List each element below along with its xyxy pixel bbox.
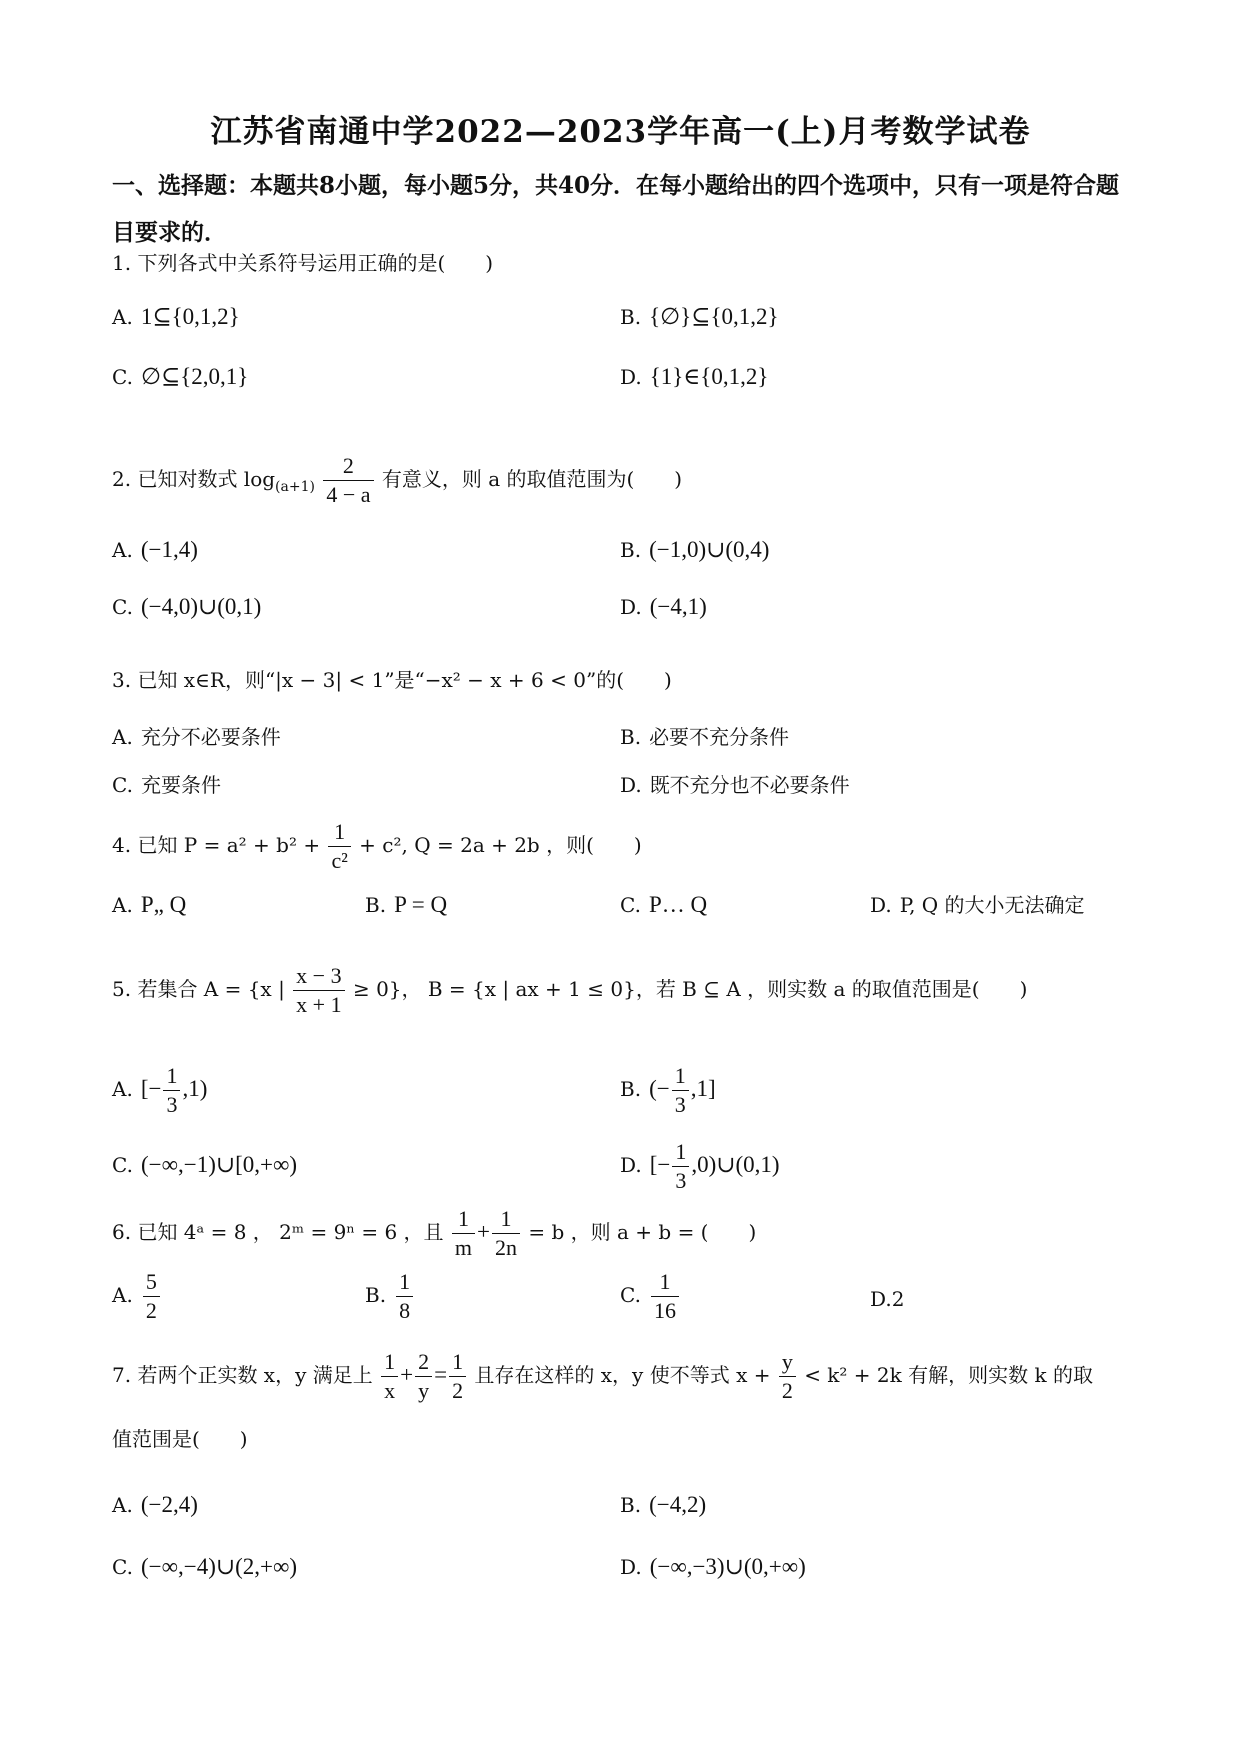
question-4-option-b: [365, 890, 447, 920]
numerator: 1: [452, 1205, 475, 1234]
question-4-stem: [112, 818, 1132, 875]
option-label: A.: [112, 1493, 133, 1517]
option-text: (−∞,−3)∪(0,+∞): [649, 1554, 806, 1579]
fraction: [381, 1348, 398, 1405]
question-2-option-c: [112, 592, 261, 622]
question-3-stem: 3. 已知 x∈R，则“|x − 3| < 1”是“−x² − x + 6 < 0”的( ): [112, 668, 672, 692]
fraction: [143, 1268, 160, 1325]
option-label: C.: [112, 365, 133, 389]
question-7-stem-line2: 值范围是( ): [112, 1427, 248, 1451]
option-label: A.: [112, 1077, 133, 1101]
fraction: [651, 1268, 679, 1325]
question-7-stem: [112, 1348, 1132, 1405]
option-text: 充分不必要条件: [140, 725, 281, 749]
fraction: [415, 1348, 432, 1405]
option-text: P„ Q: [140, 892, 187, 917]
fraction: [672, 1062, 689, 1119]
option-text: 既不充分也不必要条件: [649, 773, 850, 797]
option-label: B.: [620, 538, 642, 562]
plus-sign: +: [400, 1362, 414, 1387]
log-base: (a+1): [275, 479, 315, 495]
option-label: A.: [112, 538, 133, 562]
option-label: D.: [870, 1287, 892, 1311]
fraction: [452, 1205, 475, 1262]
question-2-option-b: [620, 535, 769, 565]
question-7-option-a: [112, 1490, 198, 1520]
option-text: (−1,4): [140, 537, 198, 562]
numerator: x − 3: [293, 962, 344, 991]
option-prefix: [−: [649, 1152, 671, 1177]
question-3-option-d: [620, 770, 850, 800]
option-label: B.: [620, 1493, 642, 1517]
option-label: C.: [112, 1153, 133, 1177]
question-1-option-b: [620, 302, 779, 332]
denominator: 2: [452, 1378, 464, 1403]
option-text: 充要条件: [140, 773, 221, 797]
numerator: 1: [492, 1205, 520, 1234]
option-label: D.: [620, 773, 642, 797]
numerator: 1: [328, 818, 350, 847]
question-5-stem: [112, 962, 1132, 1019]
question-6-stem: [112, 1205, 1132, 1262]
option-text: ∅⊆{2,0,1}: [140, 364, 249, 389]
question-5-option-d: [620, 1138, 780, 1195]
stem-text: 且存在这样的 x，y 使不等式 x +: [474, 1363, 771, 1387]
denominator: 2: [145, 1298, 157, 1323]
option-text: (−∞,−4)∪(2,+∞): [140, 1554, 298, 1579]
option-label: B.: [620, 305, 642, 329]
option-text: (−∞,−1)∪[0,+∞): [140, 1152, 298, 1177]
stem-text: 6. 已知 4ᵃ = 8 ， 2ᵐ = 9ⁿ = 6 ，且: [112, 1220, 444, 1244]
option-label: A.: [112, 1283, 133, 1307]
equals-sign: =: [434, 1362, 448, 1387]
option-text: P, Q 的大小无法确定: [899, 893, 1085, 917]
numerator: 2: [323, 452, 373, 481]
option-label: D.: [620, 365, 642, 389]
numerator: 1: [381, 1348, 398, 1377]
question-4-option-c: [620, 890, 707, 920]
question-6-option-b: [365, 1268, 415, 1325]
option-label: B.: [365, 893, 387, 917]
denominator: x + 1: [296, 992, 342, 1017]
numerator: 1: [163, 1062, 180, 1091]
question-6-option-a: [112, 1268, 162, 1325]
fraction: [323, 452, 373, 509]
stem-text: + c², Q = 2a + 2b ，则( ): [359, 833, 642, 857]
numerator: 1: [449, 1348, 466, 1377]
option-label: C.: [112, 773, 133, 797]
fraction: [328, 818, 350, 875]
fraction: [779, 1348, 796, 1405]
question-3-option-a: [112, 722, 281, 752]
question-1-option-d: [620, 362, 768, 392]
option-text: 2: [891, 1287, 905, 1311]
option-text: (−2,4): [140, 1492, 198, 1517]
question-5-option-b: [620, 1062, 716, 1119]
option-label: D.: [620, 595, 642, 619]
option-text: (−4,1): [649, 594, 707, 619]
fraction: [396, 1268, 413, 1325]
option-text: (−4,0)∪(0,1): [140, 594, 262, 619]
question-1-stem: 1. 下列各式中关系符号运用正确的是( ): [112, 251, 494, 275]
fraction: [449, 1348, 466, 1405]
option-label: B.: [620, 1077, 642, 1101]
stem-text: 5. 若集合 A = {x |: [112, 977, 285, 1001]
option-text: (−1,0)∪(0,4): [649, 537, 770, 562]
option-label: B.: [365, 1283, 387, 1307]
page-title: 江苏省南通中学2022—2023学年高一(上)月考数学试卷: [210, 114, 1031, 150]
question-6-option-c: [620, 1268, 681, 1325]
denominator: 16: [653, 1298, 676, 1323]
plus-sign: +: [477, 1219, 491, 1244]
denominator: y: [418, 1378, 430, 1403]
stem-text: 有意义，则 a 的取值范围为( ): [381, 467, 683, 491]
question-2-option-a: [112, 535, 198, 565]
numerator: 5: [143, 1268, 160, 1297]
option-label: C.: [620, 1283, 641, 1307]
option-label: D.: [620, 1153, 642, 1177]
option-text: (−4,2): [649, 1492, 707, 1517]
option-label: A.: [112, 725, 133, 749]
question-3-option-b: [620, 722, 789, 752]
denominator: 8: [399, 1298, 411, 1323]
question-1-option-c: [112, 362, 248, 392]
question-1-option-a: [112, 302, 240, 332]
denominator: 4 − a: [326, 482, 371, 507]
question-6-option-d: [870, 1284, 904, 1314]
option-text: {∅}⊆{0,1,2}: [649, 304, 779, 329]
option-label: C.: [112, 595, 133, 619]
stem-text: = b ，则 a + b = ( ): [528, 1220, 757, 1244]
option-label: B.: [620, 725, 642, 749]
denominator: x: [384, 1378, 396, 1403]
section-heading: 一、选择题：本题共8小题，每小题5分，共40分．在每小题给出的四个选项中，只有一项是符合题目要求的．: [112, 172, 1120, 246]
option-prefix: (−: [649, 1076, 670, 1101]
denominator: 3: [675, 1168, 687, 1193]
question-7-option-c: [112, 1552, 297, 1582]
stem-text: < k² + 2k 有解，则实数 k 的取: [804, 1363, 1093, 1387]
option-label: D.: [870, 893, 892, 917]
option-label: D.: [620, 1555, 642, 1579]
option-text: 必要不充分条件: [649, 725, 790, 749]
question-2-option-d: [620, 592, 707, 622]
option-label: A.: [112, 893, 133, 917]
stem-text: 2. 已知对数式 log: [112, 467, 276, 491]
numerator: 1: [672, 1062, 689, 1091]
option-text: P… Q: [648, 892, 708, 917]
option-suffix: ,1]: [690, 1076, 716, 1101]
denominator: 3: [166, 1092, 178, 1117]
denominator: 3: [674, 1092, 686, 1117]
question-5-option-a: [112, 1062, 207, 1119]
denominator: 2n: [495, 1235, 518, 1260]
question-2-stem: [112, 452, 1132, 509]
numerator: 2: [415, 1348, 432, 1377]
question-5-option-c: [112, 1150, 297, 1180]
question-3-option-c: [112, 770, 221, 800]
option-text: {1}∈{0,1,2}: [649, 364, 769, 389]
question-4-option-d: [870, 890, 1085, 920]
fraction: [492, 1205, 520, 1262]
option-label: C.: [620, 893, 641, 917]
denominator: m: [454, 1235, 473, 1260]
numerator: 1: [651, 1268, 679, 1297]
fraction: [163, 1062, 180, 1119]
fraction: [293, 962, 344, 1019]
denominator: 2: [781, 1378, 793, 1403]
question-7-option-b: [620, 1490, 706, 1520]
question-4-option-a: [112, 890, 186, 920]
stem-text: ≥ 0}， B = {x | ax + 1 ≤ 0}，若 B ⊆ A ，则实数 a 的取值范围是( ): [352, 977, 1028, 1001]
question-7-option-d: [620, 1552, 806, 1582]
option-text: P = Q: [394, 892, 448, 917]
numerator: 1: [672, 1138, 689, 1167]
option-label: A.: [112, 305, 133, 329]
option-suffix: ,1): [182, 1076, 208, 1101]
fraction: [672, 1138, 689, 1195]
stem-text: 4. 已知 P = a² + b² +: [112, 833, 321, 857]
numerator: 1: [396, 1268, 413, 1297]
option-text: 1⊆{0,1,2}: [140, 304, 240, 329]
option-suffix: ,0)∪(0,1): [691, 1152, 780, 1177]
numerator: y: [779, 1348, 796, 1377]
denominator: c²: [331, 848, 348, 873]
option-prefix: [−: [140, 1076, 162, 1101]
stem-text: 7. 若两个正实数 x，y 满足上: [112, 1363, 373, 1387]
option-label: C.: [112, 1555, 133, 1579]
